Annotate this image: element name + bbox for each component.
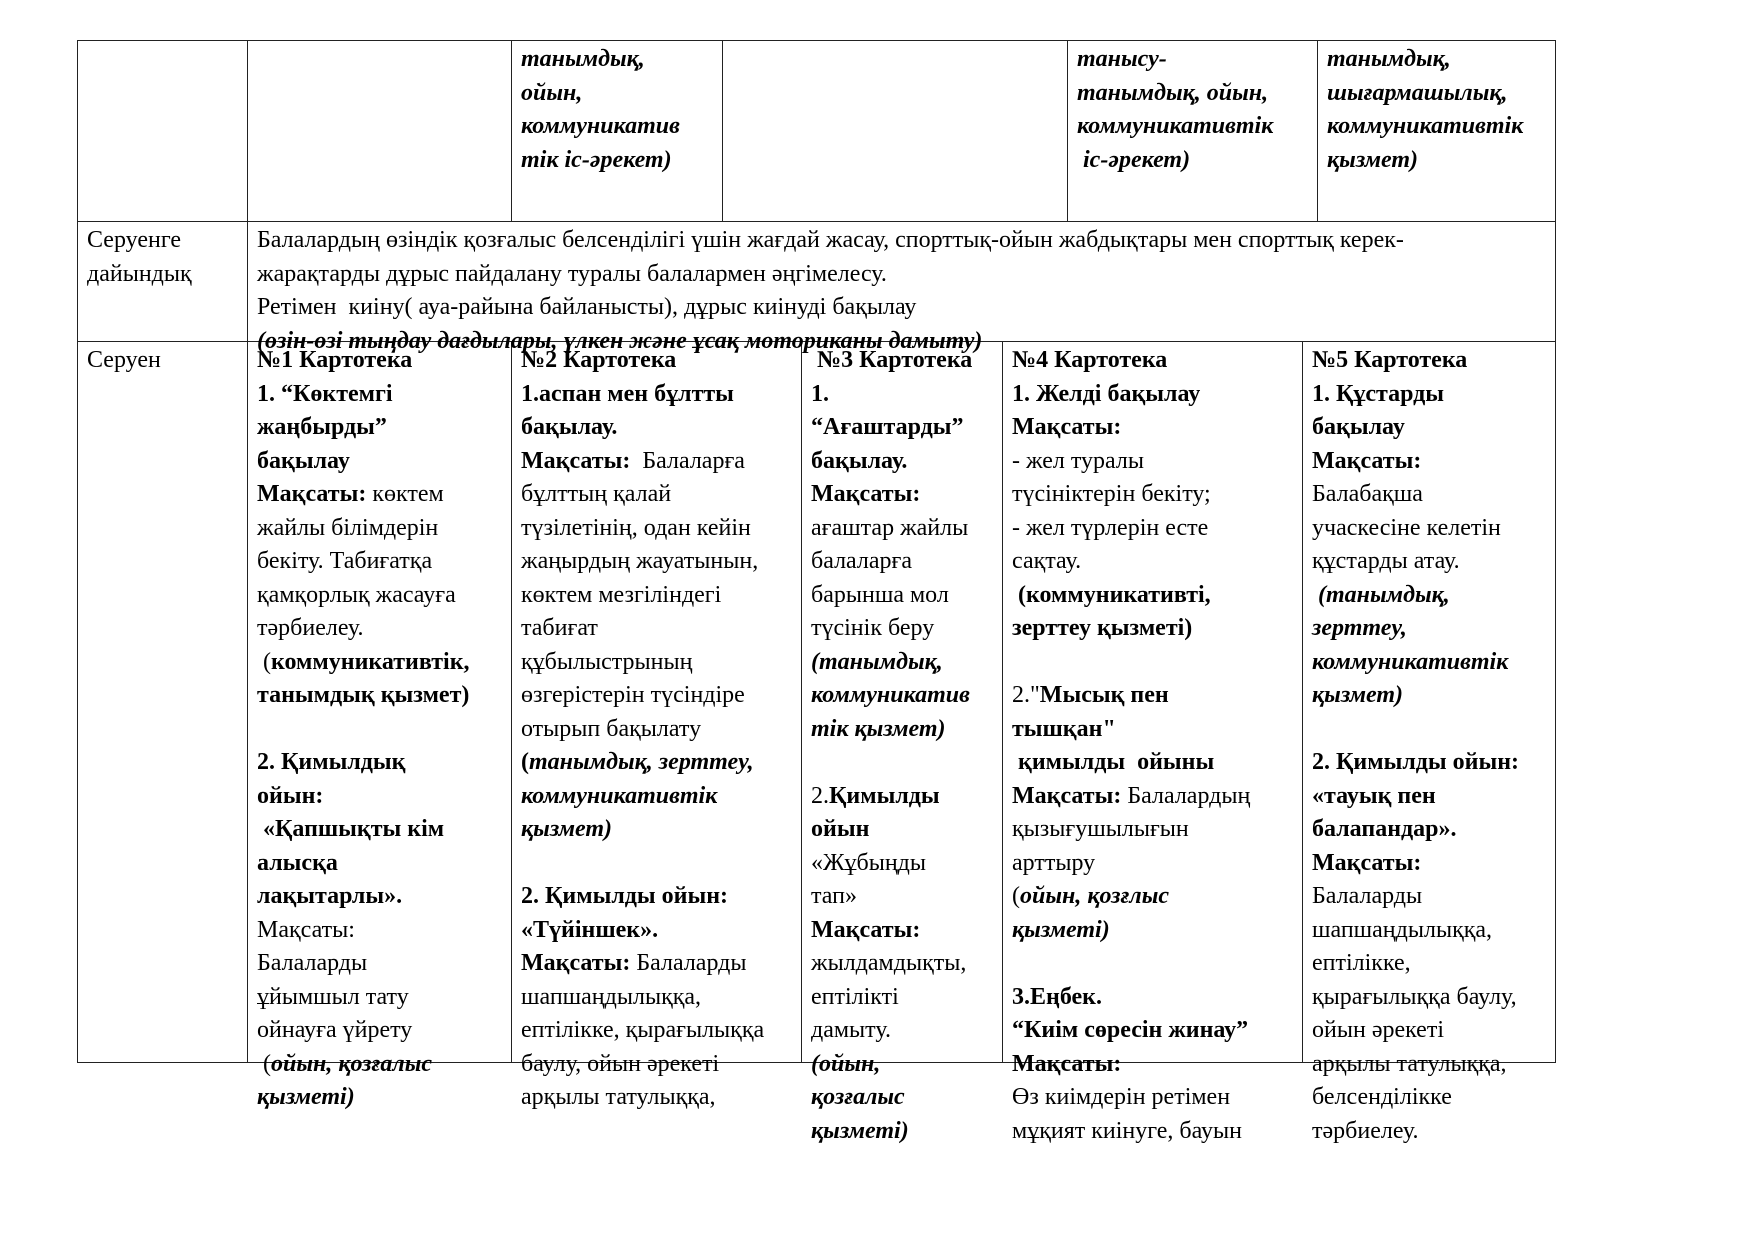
row1-col5-cell: танысу- танымдық, ойын, коммуникативтік іс-әрекет) — [1077, 46, 1274, 173]
card-3: №3 Картотека 1. “Ағаштарды” бақылау. Мақсаты: ағаштар жайлы балаларға барынша мол түсінік беру (танымдық, коммуникатив тік қызмет) 2.Қимылды ойын «Жұбыңды тап» Мақсаты: жылдамдықты, ептілікті дамыту. (ойын, қозғалыс қызметі) — [801, 342, 1002, 1148]
card-2: №2 Картотека 1.аспан мен бұлтты бақылау. Мақсаты: Балаларға бұлттың қалай түзілетінің, одан кейін жаңырдың жауатынын, көктем мезгіліндегі табиғат құбылыстрының өзгерістерін түсіндіре отырып бақылату (танымдық, зерттеу, коммуникативтік қызмет) 2. Қимылды ойын: «Түйіншек». Мақсаты: Балаларды шапшаңдылыққа, ептілікке, қырағылыққа баулу, ойын әрекеті арқылы татулыққа, — [511, 342, 801, 1115]
card-title: №4 Картотека — [1012, 347, 1168, 373]
card-title: №1 Картотека — [257, 347, 413, 373]
card-4: №4 Картотека 1. Желді бақылау Мақсаты: - жел туралы түсініктерін бекіту; - жел түрлерін есте сақтау. (коммуникативті, зерттеу қызметі) 2."Мысық пен тышқан" қимылды ойыны Мақсаты: Балалардың қызығушылығын арттыру (ойын, қозғлыс қызметі) 3.Еңбек. “Киім сөресін жинау” Мақсаты: Өз киімдерін ретімен мұқият киінуге, бауын — [1002, 342, 1302, 1148]
row1-col-divider — [722, 40, 723, 221]
card-title: №5 Картотека — [1312, 347, 1468, 373]
row1-col6-cell: танымдық, шығармашылық, коммуникативтік қызмет) — [1327, 46, 1524, 173]
row1-col3-cell: танымдық, ойын, коммуникатив тік іс-әрекет) — [521, 46, 680, 173]
table-border-right — [1555, 40, 1556, 1063]
card-title: №2 Картотека — [521, 347, 677, 373]
card-title: №3 Картотека — [811, 347, 973, 373]
card-1: №1 Картотека 1. “Көктемгі жаңбырды” бақылау Мақсаты: көктем жайлы білімдерін бекіту. Табиғатқа қамқорлық жасауға тәрбиелеу. (коммуникативтік, танымдық қызмет) 2. Қимылдық ойын: «Қапшықты кім алысқа лақытарлы». Мақсаты: Балаларды ұйымшыл тату ойнауға үйрету (ойын, қозғалыс қызметі) — [247, 342, 511, 1115]
card-5: №5 Картотека 1. Құстарды бақылау Мақсаты: Балабақша учаскесіне келетін құстарды атау. (танымдық, зерттеу, коммуникативтік қызмет) 2. Қимылды ойын: «тауық пен балапандар». Мақсаты: Балаларды шапшаңдылыққа, ептілікке, қырағылыққа баулу, ойын әрекеті арқылы татулыққа, белсенділікке тәрбиелеу. — [1302, 342, 1555, 1148]
walk-prep-label: Серуенге дайындық — [87, 227, 192, 287]
walk-label: Серуен — [87, 347, 161, 373]
walk-prep-content: Балалардың өзіндік қозғалыс белсенділігі үшін жағдай жасау, спорттық-ойын жабдықтары мен спорттық керек- жарақтарды дұрыс пайдалану туралы балалармен әңгімелесу. Ретімен киіну( ауа-райына байланысты), дұрыс киінуді бақылау (өзін-өзі тыңдау дағдылары, үлкен және ұсақ моториканы дамыту) — [257, 227, 1404, 354]
table-border-left — [77, 40, 78, 1063]
